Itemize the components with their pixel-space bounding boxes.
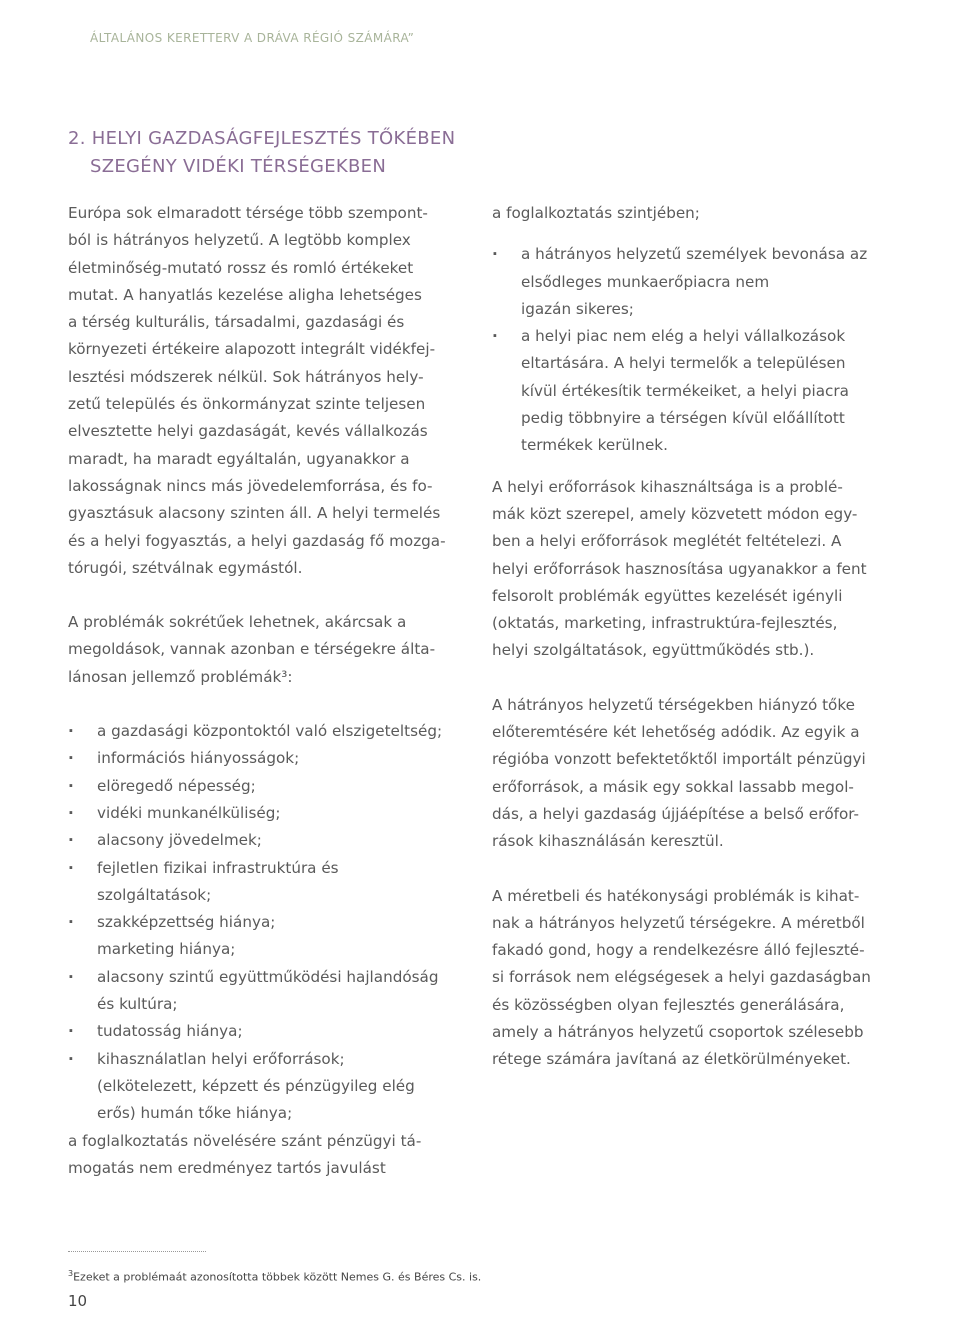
footnote-text: Ezeket a problémaát azonosította többek között Nemes G. és Béres Cs. is. bbox=[73, 1270, 482, 1284]
page-number: 10 bbox=[68, 1292, 88, 1310]
list-item: · tudatosság hiánya; bbox=[68, 1018, 458, 1045]
right-column bbox=[492, 200, 882, 1074]
left-paragraph-2: A problémák sokrétűek lehetnek, akárcsak a megoldások, vannak azonban e térségekre álta- lánosan jellemző problémák³: bbox=[68, 613, 436, 686]
list-item: · információs hiányosságok; bbox=[68, 745, 458, 772]
list-item: · vidéki munkanélküliség; bbox=[68, 800, 458, 827]
left-closing-text: a foglalkoztatás növelésére szánt pénzügyi tá- mogatás nem eredményez tartós javulást bbox=[68, 1131, 422, 1177]
list-item: · fejletlen fizikai infrastruktúra és szolgáltatások; bbox=[68, 855, 458, 910]
right-intro-text: a foglalkoztatás szintjében; bbox=[492, 204, 700, 222]
left-column bbox=[68, 200, 458, 1182]
right-paragraph-3: A méretbeli és hatékonysági problémák is kihat- nak a hátrányos helyzetű térségekre. A méretből fakadó gond, hogy a rendelkezésre álló fejleszté- si források nem elégségesek a helyi gazdaságban és közösségben olyan fejlesztés generálására, amely a hátrányos helyzetű csoportok szélesebb rétege számára javítaná az életkörülményeket. bbox=[492, 886, 871, 1069]
list-item: · a helyi piac nem elég a helyi vállalkozások eltartására. A helyi termelők a településen kívül értékesítik termékeiket, a helyi piacra pedig többnyire a térségen kívül előállított termékek kerülnek. bbox=[492, 323, 882, 459]
running-header: ÁLTALÁNOS KERETTERV A DRÁVA RÉGIÓ SZÁMÁRA” bbox=[90, 31, 415, 45]
list-item: · a hátrányos helyzetű személyek bevonása az elsődleges munkaerőpiacra nem igazán sikeres; bbox=[492, 241, 882, 323]
footnote bbox=[68, 1269, 481, 1284]
problem-list bbox=[68, 718, 458, 1127]
list-item: · a gazdasági központoktól való elszigeteltség; bbox=[68, 718, 458, 745]
right-paragraph-2: A hátrányos helyzetű térségekben hiányzó tőke előteremtésére két lehetőség adódik. Az egyik a régióba vonzott befektetőktől importált pénzügyi erőforrások, a másik egy sokkal lassabb megol- dás, a helyi gazdaság újjáépítése a belső erőfor- rások kihasználásán keresztül. bbox=[492, 695, 866, 851]
footnote-divider bbox=[68, 1251, 206, 1252]
list-item: · kihasználatlan helyi erőforrások; (elkötelezett, képzett és pénzügyileg elég erős) humán tőke hiánya; bbox=[68, 1046, 458, 1128]
left-paragraph-1: Európa sok elmaradott térsége több szempont- ból is hátrányos helyzetű. A legtöbb komplex életminőség-mutató rossz és romló értékeket mutat. A hanyatlás kezelése aligha lehetséges a térség kulturális, társadalmi, gazdasági és környezeti értékeire alapozott integrált vidékfej- lesztési módszerek nélkül. Sok hátrányos hely- zetű település és önkormányzat szinte teljesen elvesztette helyi gazdaságát, kevés vállalkozás maradt, ha maradt egyáltalán, ugyanakkor a lakosságnak nincs más jövedelemforrása, és fo- gyasztásuk alacsony szinten áll. A helyi termelés és a helyi fogyasztás, a helyi gazdaság fő mozga- tórugói, szétválnak egymástól. bbox=[68, 204, 446, 577]
section-title-line2: SZEGÉNY VIDÉKI TÉRSÉGEKBEN bbox=[90, 156, 387, 177]
right-problem-list bbox=[492, 241, 882, 459]
list-item: · elöregedő népesség; bbox=[68, 773, 458, 800]
list-item: · szakképzettség hiánya; marketing hiánya; bbox=[68, 909, 458, 964]
list-item: · alacsony szintű együttműködési hajlandóság és kultúra; bbox=[68, 964, 458, 1019]
list-item: · alacsony jövedelmek; bbox=[68, 827, 458, 854]
section-title bbox=[68, 125, 468, 181]
footnote-marker: 3 bbox=[68, 1269, 74, 1278]
section-title-line1: 2. HELYI GAZDASÁGFEJLESZTÉS TŐKÉBEN bbox=[68, 128, 456, 149]
right-paragraph-1: A helyi erőforrások kihasználtsága is a problé- mák közt szerepel, amely közvetett módon egy- ben a helyi erőforrások meglétét feltételezi. A helyi erőforrások hasznosítása ugyanakkor a fent felsorolt problémák együttes kezelését igényli (oktatás, marketing, infrastruktúra-fejlesztés, helyi szolgáltatások, együttműködés stb.). bbox=[492, 477, 867, 660]
